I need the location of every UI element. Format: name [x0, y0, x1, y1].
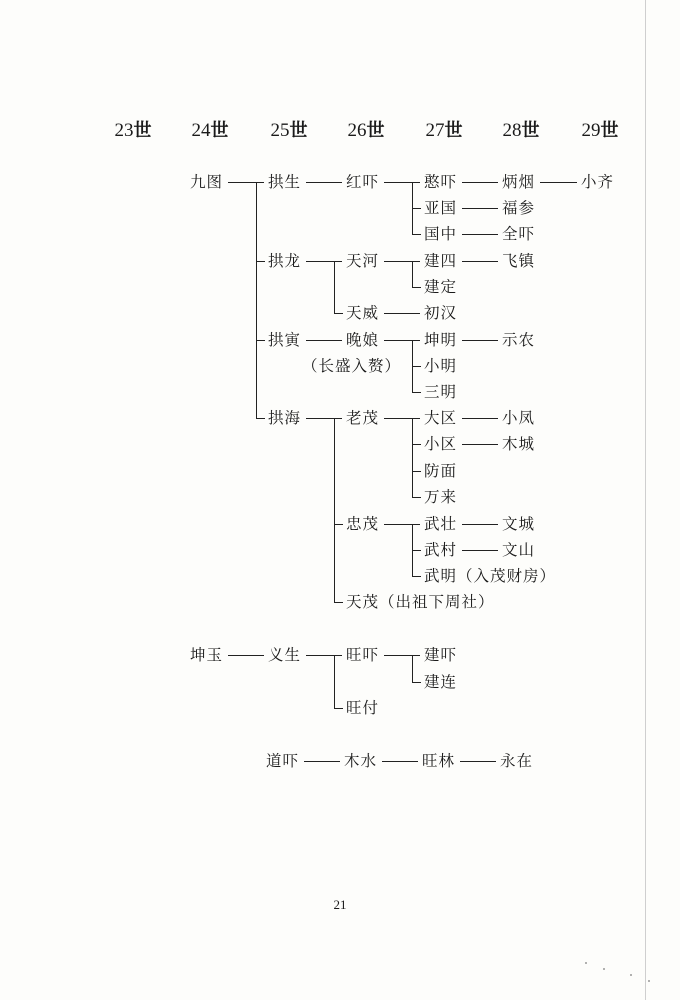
connector-line — [540, 182, 577, 183]
person-node: 拱生 — [268, 173, 302, 191]
generation-23: 23世 — [114, 120, 152, 141]
connector-line — [412, 471, 421, 472]
person-node: 国中 — [424, 225, 458, 243]
connector-line — [228, 655, 264, 656]
person-node: 旺吓 — [346, 646, 380, 664]
person-node: 坤明 — [424, 331, 458, 349]
person-node: 初汉 — [424, 304, 458, 322]
person-node: 天威 — [346, 304, 380, 322]
connector-line — [306, 655, 342, 656]
connector-line — [228, 182, 264, 183]
connector-line — [412, 576, 421, 577]
connector-line — [334, 313, 343, 314]
connector-line — [460, 761, 496, 762]
person-node: 小明 — [424, 357, 458, 375]
person-node: 示农 — [502, 331, 536, 349]
person-node: 武村 — [424, 541, 458, 559]
person-node: 小区 — [424, 435, 458, 453]
person-node: 拱龙 — [268, 252, 302, 270]
connector-line — [334, 708, 343, 709]
connector-line — [412, 550, 421, 551]
person-node: 小凤 — [502, 409, 536, 427]
person-node: 万来 — [424, 488, 458, 506]
connector-line — [412, 234, 421, 235]
person-node: 建四 — [424, 252, 458, 270]
connector-line — [462, 208, 498, 209]
generation-27: 27世 — [425, 120, 463, 141]
connector-line — [412, 682, 421, 683]
person-node: 小齐 — [581, 173, 615, 191]
connector-line — [412, 418, 413, 498]
person-node: 文山 — [502, 541, 536, 559]
connector-line — [334, 261, 335, 314]
connector-line — [384, 340, 420, 341]
person-node: 福参 — [502, 199, 536, 217]
person-node: 晚娘 — [346, 331, 380, 349]
connector-line — [412, 366, 421, 367]
connector-line — [412, 261, 413, 288]
person-node: 旺林 — [422, 752, 456, 770]
person-node: 武明（入茂财房） — [424, 567, 557, 585]
connector-line — [334, 655, 335, 709]
scan-speck — [648, 980, 650, 982]
person-node: 三明 — [424, 383, 458, 401]
connector-line — [462, 182, 498, 183]
connector-line — [306, 418, 342, 419]
connector-line — [462, 234, 498, 235]
person-node: 建定 — [424, 278, 458, 296]
person-node: 忠茂 — [346, 515, 380, 533]
connector-line — [382, 761, 418, 762]
person-note: （长盛入赘） — [302, 357, 402, 375]
connector-line — [256, 418, 265, 419]
connector-line — [256, 340, 265, 341]
connector-line — [306, 261, 342, 262]
person-node: 全吓 — [502, 225, 536, 243]
person-node: 九图 — [190, 173, 224, 191]
connector-line — [412, 655, 413, 682]
generation-26: 26世 — [347, 120, 385, 141]
generation-29: 29世 — [581, 120, 619, 141]
person-node: 老茂 — [346, 409, 380, 427]
connector-line — [334, 524, 343, 525]
person-node: 亚国 — [424, 199, 458, 217]
scan-speck — [603, 968, 605, 970]
connector-line — [384, 524, 420, 525]
person-node: 憨吓 — [424, 173, 458, 191]
connector-line — [334, 418, 335, 603]
person-node: 拱寅 — [268, 331, 302, 349]
person-node: 天河 — [346, 252, 380, 270]
connector-line — [306, 340, 342, 341]
connector-line — [384, 261, 420, 262]
connector-line — [412, 497, 421, 498]
connector-line — [412, 392, 421, 393]
person-node: 坤玉 — [190, 646, 224, 664]
person-node: 拱海 — [268, 409, 302, 427]
person-node: 木城 — [502, 435, 536, 453]
connector-line — [412, 444, 421, 445]
person-node: 天茂（出祖下周社） — [346, 593, 495, 611]
connector-line — [384, 313, 420, 314]
person-node: 武壮 — [424, 515, 458, 533]
connector-line — [306, 182, 342, 183]
connector-line — [462, 261, 498, 262]
person-node: 义生 — [268, 646, 302, 664]
connector-line — [384, 418, 420, 419]
connector-line — [384, 655, 420, 656]
connector-line — [334, 602, 343, 603]
person-node: 永在 — [500, 752, 534, 770]
connector-line — [462, 418, 498, 419]
connector-line — [462, 444, 498, 445]
person-node: 红吓 — [346, 173, 380, 191]
person-node: 防面 — [424, 462, 458, 480]
person-node: 建连 — [424, 673, 458, 691]
person-node: 大区 — [424, 409, 458, 427]
scan-speck — [585, 962, 587, 964]
person-node: 文城 — [502, 515, 536, 533]
connector-line — [304, 761, 340, 762]
person-node: 建吓 — [424, 646, 458, 664]
person-node: 木水 — [344, 752, 378, 770]
connector-line — [384, 182, 420, 183]
generation-24: 24世 — [191, 120, 229, 141]
connector-line — [256, 261, 265, 262]
connector-line — [462, 340, 498, 341]
scan-edge — [645, 0, 646, 1000]
connector-line — [462, 550, 498, 551]
connector-line — [462, 524, 498, 525]
scan-speck — [630, 974, 632, 976]
person-node: 旺付 — [346, 699, 380, 717]
person-node: 炳烟 — [502, 173, 536, 191]
page-number: 21 — [333, 897, 347, 912]
connector-line — [256, 182, 257, 419]
connector-line — [412, 287, 421, 288]
generation-28: 28世 — [502, 120, 540, 141]
person-node: 道吓 — [266, 752, 300, 770]
person-node: 飞镇 — [502, 252, 536, 270]
generation-25: 25世 — [270, 120, 308, 141]
connector-line — [412, 208, 421, 209]
